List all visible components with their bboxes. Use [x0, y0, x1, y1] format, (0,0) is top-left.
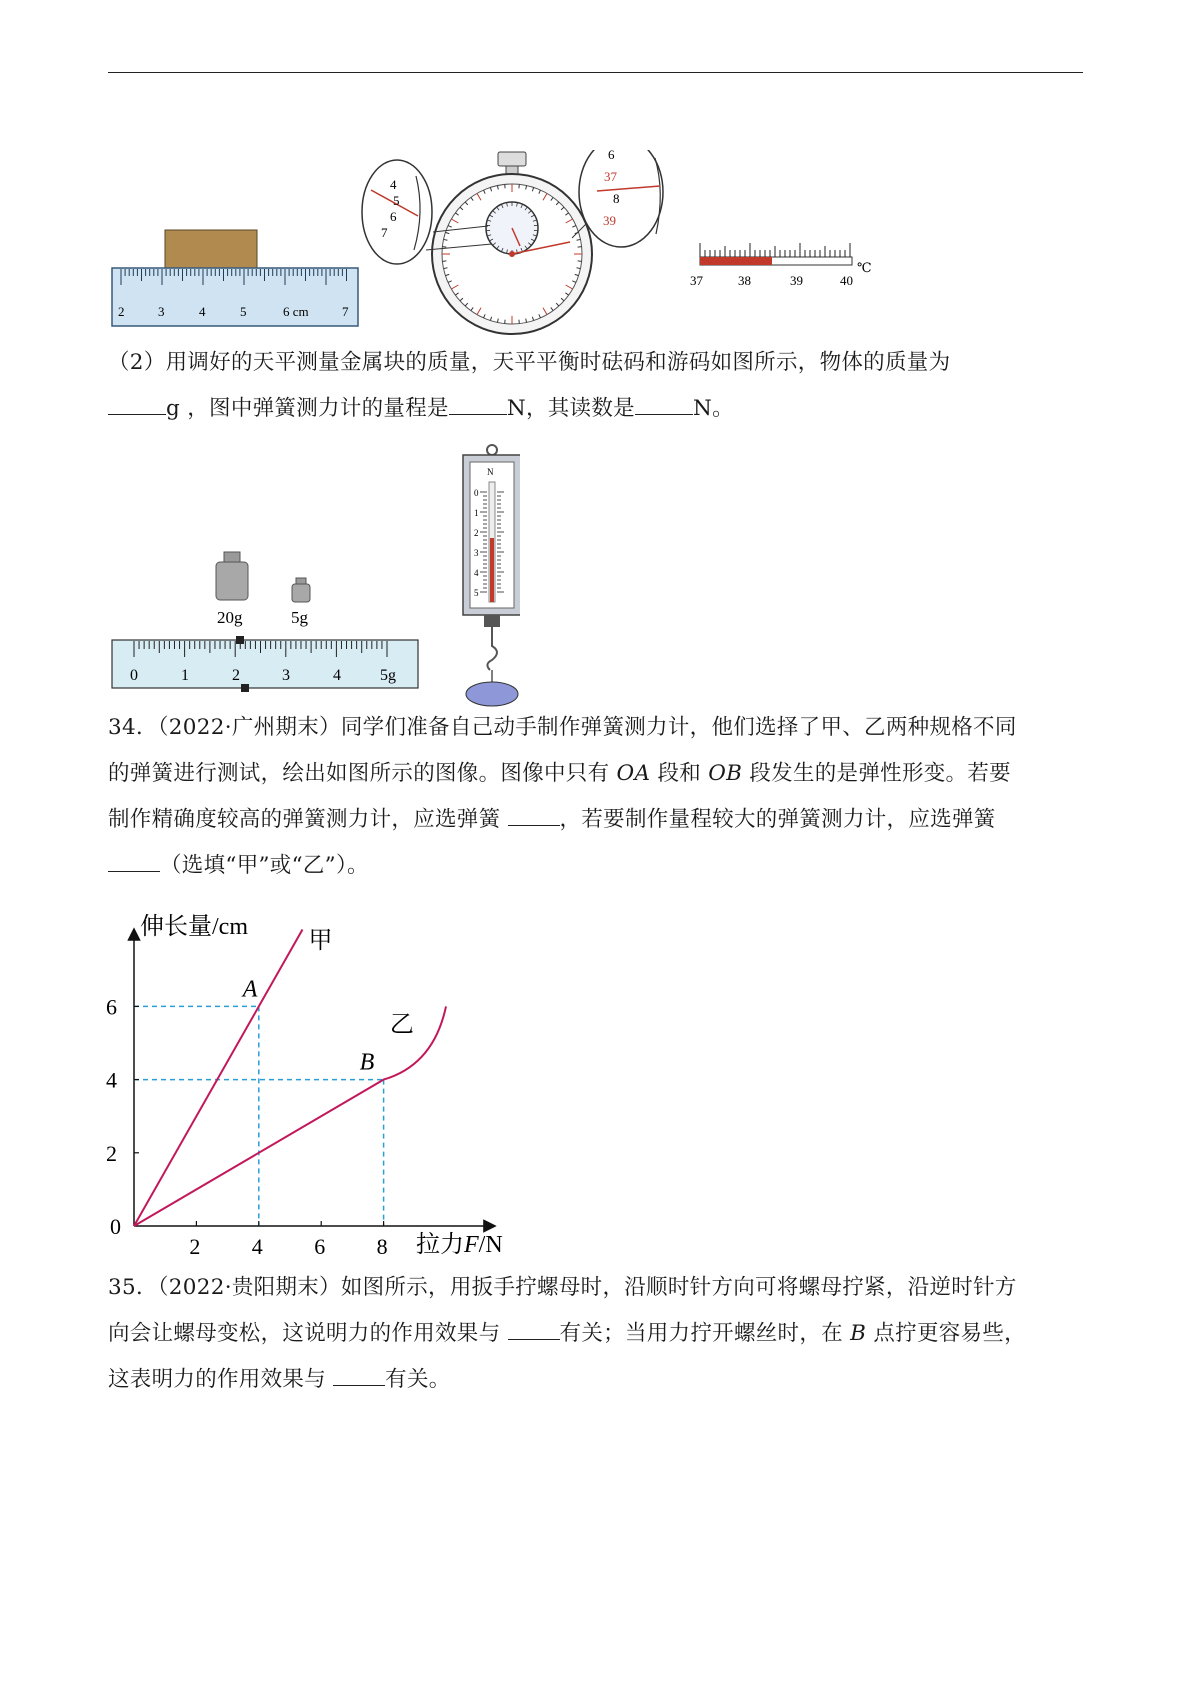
series-label-jia: 甲 — [308, 927, 333, 954]
ruler-label: 2 — [118, 304, 125, 319]
weight-5g — [291, 578, 310, 627]
thermometer-label: 38 — [738, 273, 751, 288]
meter-label: 4 — [474, 568, 479, 578]
q35-line3: 这表明力的作用效果与 有关。 — [108, 1357, 1083, 1403]
dial-right-label: 8 — [613, 191, 620, 206]
x-tick-label: 2 — [189, 1234, 201, 1259]
scale-label: 5g — [380, 667, 396, 684]
ruler — [112, 268, 358, 326]
x-axis-title: 拉力F/N — [416, 1232, 503, 1258]
thermometer — [690, 243, 872, 288]
dial-left-label: 4 — [390, 177, 397, 192]
ruler-label: 6 cm — [283, 304, 309, 319]
ruler-label: 3 — [158, 304, 165, 319]
weight-label: 5g — [291, 608, 308, 627]
origin-label: 0 — [110, 1214, 121, 1239]
y-tick-label: 2 — [106, 1140, 117, 1166]
ruler-label: 4 — [199, 304, 206, 319]
series-label-yi: 乙 — [389, 1012, 414, 1039]
y-tick-label: 6 — [106, 994, 117, 1020]
thermometer-label: 37 — [690, 273, 703, 288]
ruler-label: 5 — [240, 304, 247, 319]
figure-balance-and-spring — [100, 440, 520, 710]
spring-extension-chart — [100, 900, 560, 1260]
series-jia-line — [134, 930, 303, 1227]
meter-label: 5 — [474, 588, 479, 598]
point-label-b: B — [359, 1049, 375, 1076]
dial-left-label: 6 — [390, 209, 397, 224]
q34-line1: 34．（2022·广州期末）同学们准备自己动手制作弹簧测力计，他们选择了甲、乙两种规格不同 — [108, 715, 1017, 740]
answer-blank[interactable] — [508, 1315, 560, 1340]
stopwatch — [432, 152, 592, 334]
q34-line3: 制作精确度较高的弹簧测力计，应选弹簧 ，若要制作量程较大的弹簧测力计，应选弹簧 — [108, 797, 1083, 843]
dial-right-label: 39 — [603, 213, 616, 228]
part2-line2: g ，图中弹簧测力计的量程是 N，其读数是 N。 — [108, 386, 1083, 432]
series-yi-line — [134, 1006, 446, 1226]
y-axis-title: 伸长量/cm — [140, 914, 248, 940]
answer-blank[interactable] — [333, 1361, 385, 1386]
answer-blank[interactable] — [108, 847, 160, 872]
scale-label: 0 — [130, 667, 138, 684]
answer-blank[interactable] — [635, 390, 693, 415]
header-rule — [108, 72, 1083, 73]
scale-label: 1 — [181, 667, 189, 684]
question-part-2 — [108, 340, 1083, 432]
q34-line2: 的弹簧进行测试，绘出如图所示的图像。图像中只有 OA 段和 OB 段发生的是弹性形变。若要 — [108, 761, 1011, 786]
x-tick-label: 4 — [251, 1234, 263, 1259]
scale-label: 2 — [232, 667, 240, 684]
q35-line2: 向会让螺母变松，这说明力的作用效果与 有关；当用力拧开螺丝时，在 B 点拧更容易些， — [108, 1311, 1083, 1357]
weight-20g — [216, 552, 248, 627]
part2-line1: （2）用调好的天平测量金属块的质量，天平平衡时砝码和游码如图所示，物体的质量为 — [108, 350, 951, 375]
dial-right-label: 6 — [608, 150, 615, 162]
beam-scale — [112, 636, 418, 692]
q35-line1: 35．（2022·贵阳期末）如图所示，用扳手拧螺母时，沿顺时针方向可将螺母拧紧，沿逆时针方 — [108, 1275, 1017, 1300]
y-tick-label: 4 — [106, 1067, 117, 1093]
meter-label: 1 — [474, 508, 479, 518]
scale-label: 4 — [333, 667, 341, 684]
dial-right-label: 37 — [604, 169, 617, 184]
spring-meter — [463, 445, 520, 706]
dial-left-label: 5 — [393, 193, 400, 208]
answer-blank[interactable] — [108, 390, 166, 415]
thermometer-unit: ℃ — [857, 260, 872, 275]
question-35 — [108, 1265, 1083, 1403]
answer-blank[interactable] — [449, 390, 507, 415]
meter-label: 3 — [474, 548, 479, 558]
question-34 — [108, 705, 1083, 889]
figure-measurements — [100, 150, 960, 340]
scale-label: 3 — [282, 667, 290, 684]
point-label-a: A — [242, 976, 258, 1003]
meter-label: 2 — [474, 528, 479, 538]
thermometer-label: 40 — [840, 273, 853, 288]
meter-label: 0 — [474, 488, 479, 498]
wooden-block — [165, 230, 257, 268]
dial-left-label: 7 — [381, 225, 388, 240]
answer-blank[interactable] — [508, 801, 560, 826]
x-tick-label: 8 — [376, 1234, 388, 1259]
ruler-label: 7 — [342, 304, 349, 319]
x-tick-label: 6 — [314, 1234, 326, 1259]
meter-unit: N — [487, 467, 494, 477]
q34-line4: （选填“甲”或“乙”）。 — [108, 843, 1083, 889]
thermometer-label: 39 — [790, 273, 803, 288]
weight-label: 20g — [217, 608, 243, 627]
